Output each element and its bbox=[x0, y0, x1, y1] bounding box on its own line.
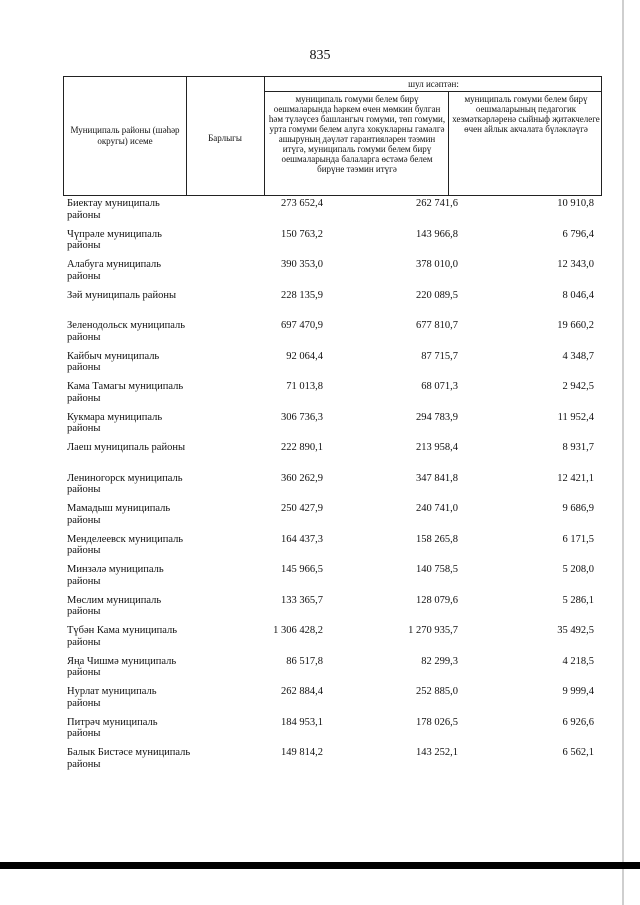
page-number: 835 bbox=[309, 48, 331, 63]
table-row bbox=[63, 349, 602, 379]
class-teacher-bonus-value: 4 218,5 bbox=[562, 655, 594, 667]
district-name: Питрәч муниципаль районы bbox=[67, 716, 158, 739]
class-teacher-bonus-value: 5 286,1 bbox=[562, 594, 594, 606]
education-guarantee-value: 178 026,5 bbox=[416, 716, 458, 728]
district-name: Менделеевск муниципаль районы bbox=[67, 533, 184, 556]
class-teacher-bonus-value: 9 686,9 bbox=[562, 503, 594, 514]
sub-column-header-1: муниципаль гомуми белем бирү оешмаларында һәркем өчен мөмкин булган һәм түләүсез башлангыч гомуми, төп гомуми, урта гомуми белем алуга хокукларны гамәлгә ашыруның дәүләт гарантияләрен тәэмин итүгә, муниципаль гомуми белем бирү оешмаларында балаларга өстәмә белем бирүне тәэмин итүгә bbox=[268, 94, 446, 174]
education-guarantee-value: 1 270 935,7 bbox=[408, 625, 458, 636]
district-name: Лениногорск муниципаль районы bbox=[67, 472, 183, 495]
district-name: Мамадыш муниципаль районы bbox=[67, 503, 171, 526]
total-value: 360 262,9 bbox=[281, 472, 323, 484]
education-guarantee-value: 140 758,5 bbox=[416, 564, 458, 575]
class-teacher-bonus-value: 6 171,5 bbox=[562, 533, 594, 545]
total-value: 145 966,5 bbox=[281, 564, 323, 575]
total-value: 306 736,3 bbox=[281, 411, 323, 423]
education-guarantee-value: 220 089,5 bbox=[416, 289, 458, 301]
header-divider bbox=[448, 91, 449, 195]
table-row bbox=[63, 318, 602, 348]
education-guarantee-value: 252 885,0 bbox=[416, 686, 458, 697]
education-guarantee-value: 87 715,7 bbox=[421, 350, 458, 362]
education-guarantee-value: 294 783,9 bbox=[416, 411, 458, 423]
total-value: 71 013,8 bbox=[286, 381, 323, 392]
table-row bbox=[63, 684, 602, 714]
total-value: 150 763,2 bbox=[281, 228, 323, 240]
total-value: 1 306 428,2 bbox=[273, 625, 323, 636]
total-value: 92 064,4 bbox=[286, 350, 323, 362]
district-name: Яңа Чишмә муниципаль районы bbox=[67, 655, 177, 678]
district-name: Түбән Кама муниципаль районы bbox=[67, 625, 178, 648]
header-divider bbox=[186, 77, 187, 195]
district-name: Алабуга муниципаль районы bbox=[67, 259, 162, 282]
total-value: 273 652,4 bbox=[281, 198, 323, 209]
sub-column-header-2: муниципаль гомуми белем бирү оешмаларының педагогик хезмәткәрләренә сыйныф җитәкчелеге өчен айлык акчалата бүләкләүгә bbox=[452, 94, 600, 134]
total-value: 149 814,2 bbox=[281, 747, 323, 758]
total-value: 86 517,8 bbox=[286, 655, 323, 667]
table-row bbox=[63, 501, 602, 531]
education-guarantee-value: 677 810,7 bbox=[416, 320, 458, 331]
total-value: 133 365,7 bbox=[281, 594, 323, 606]
district-name: Кукмара муниципаль районы bbox=[67, 411, 163, 434]
table-row bbox=[63, 532, 602, 562]
district-name: Зәй муниципаль районы bbox=[67, 289, 177, 301]
district-name: Нурлат муниципаль районы bbox=[67, 686, 157, 709]
scan-edge bbox=[622, 0, 624, 905]
class-teacher-bonus-value: 6 562,1 bbox=[562, 747, 594, 758]
total-value: 697 470,9 bbox=[281, 320, 323, 331]
education-guarantee-value: 128 079,6 bbox=[416, 594, 458, 606]
table-row bbox=[63, 227, 602, 257]
scan-bottom-border bbox=[0, 862, 640, 869]
table-row bbox=[63, 471, 602, 501]
district-name: Чүпрәле муниципаль районы bbox=[67, 228, 162, 251]
education-guarantee-value: 68 071,3 bbox=[421, 381, 458, 392]
education-guarantee-value: 347 841,8 bbox=[416, 472, 458, 484]
education-guarantee-value: 143 966,8 bbox=[416, 228, 458, 240]
education-guarantee-value: 82 299,3 bbox=[421, 655, 458, 667]
table-row bbox=[63, 654, 602, 684]
class-teacher-bonus-value: 11 952,4 bbox=[557, 411, 594, 423]
education-guarantee-value: 240 741,0 bbox=[416, 503, 458, 514]
header-divider bbox=[264, 77, 265, 195]
total-value: 262 884,4 bbox=[281, 686, 323, 697]
table-row bbox=[63, 593, 602, 623]
table-row bbox=[63, 562, 602, 592]
district-name: Кама Тамагы муниципаль районы bbox=[67, 381, 184, 404]
class-teacher-bonus-value: 6 926,6 bbox=[562, 716, 594, 728]
table-row bbox=[63, 379, 602, 409]
table-row bbox=[63, 745, 602, 775]
class-teacher-bonus-value: 8 046,4 bbox=[562, 289, 594, 301]
class-teacher-bonus-value: 10 910,8 bbox=[557, 198, 594, 209]
table-row bbox=[63, 196, 602, 226]
district-name: Мөслим муниципаль районы bbox=[67, 594, 162, 617]
education-guarantee-value: 158 265,8 bbox=[416, 533, 458, 545]
total-value: 164 437,3 bbox=[281, 533, 323, 545]
district-name: Лаеш муниципаль районы bbox=[67, 442, 186, 453]
district-name: Кайбыч муниципаль районы bbox=[67, 350, 160, 373]
education-guarantee-value: 143 252,1 bbox=[416, 747, 458, 758]
class-teacher-bonus-value: 8 931,7 bbox=[562, 442, 594, 453]
education-guarantee-value: 378 010,0 bbox=[416, 259, 458, 270]
group-column-header: шул исәптән: bbox=[408, 79, 459, 89]
table-row bbox=[63, 623, 602, 653]
class-teacher-bonus-value: 12 421,1 bbox=[557, 472, 594, 484]
district-name: Балык Бистәсе муниципаль районы bbox=[67, 747, 191, 770]
class-teacher-bonus-value: 4 348,7 bbox=[562, 350, 594, 362]
table-row bbox=[63, 410, 602, 440]
total-column-header: Барлыгы bbox=[208, 133, 242, 143]
class-teacher-bonus-value: 12 343,0 bbox=[557, 259, 594, 270]
class-teacher-bonus-value: 9 999,4 bbox=[562, 686, 594, 697]
total-value: 390 353,0 bbox=[281, 259, 323, 270]
table-row bbox=[63, 440, 602, 470]
total-value: 184 953,1 bbox=[281, 716, 323, 728]
district-name: Зеленодольск муниципаль районы bbox=[67, 320, 186, 343]
header-divider bbox=[264, 91, 601, 92]
class-teacher-bonus-value: 19 660,2 bbox=[557, 320, 594, 331]
district-name: Минзәлә муниципаль районы bbox=[67, 564, 164, 587]
class-teacher-bonus-value: 35 492,5 bbox=[557, 625, 594, 636]
table-row bbox=[63, 715, 602, 745]
district-column-header: Муниципаль районы (шәһәр округы) исеме bbox=[70, 125, 180, 146]
table-header bbox=[63, 76, 602, 196]
table-row bbox=[63, 257, 602, 287]
class-teacher-bonus-value: 2 942,5 bbox=[562, 381, 594, 392]
table-row bbox=[63, 288, 602, 318]
total-value: 228 135,9 bbox=[281, 289, 323, 301]
total-value: 222 890,1 bbox=[281, 442, 323, 453]
district-name: Биектау муниципаль районы bbox=[67, 198, 160, 221]
class-teacher-bonus-value: 5 208,0 bbox=[562, 564, 594, 575]
education-guarantee-value: 213 958,4 bbox=[416, 442, 458, 453]
education-guarantee-value: 262 741,6 bbox=[416, 198, 458, 209]
class-teacher-bonus-value: 6 796,4 bbox=[562, 228, 594, 240]
total-value: 250 427,9 bbox=[281, 503, 323, 514]
